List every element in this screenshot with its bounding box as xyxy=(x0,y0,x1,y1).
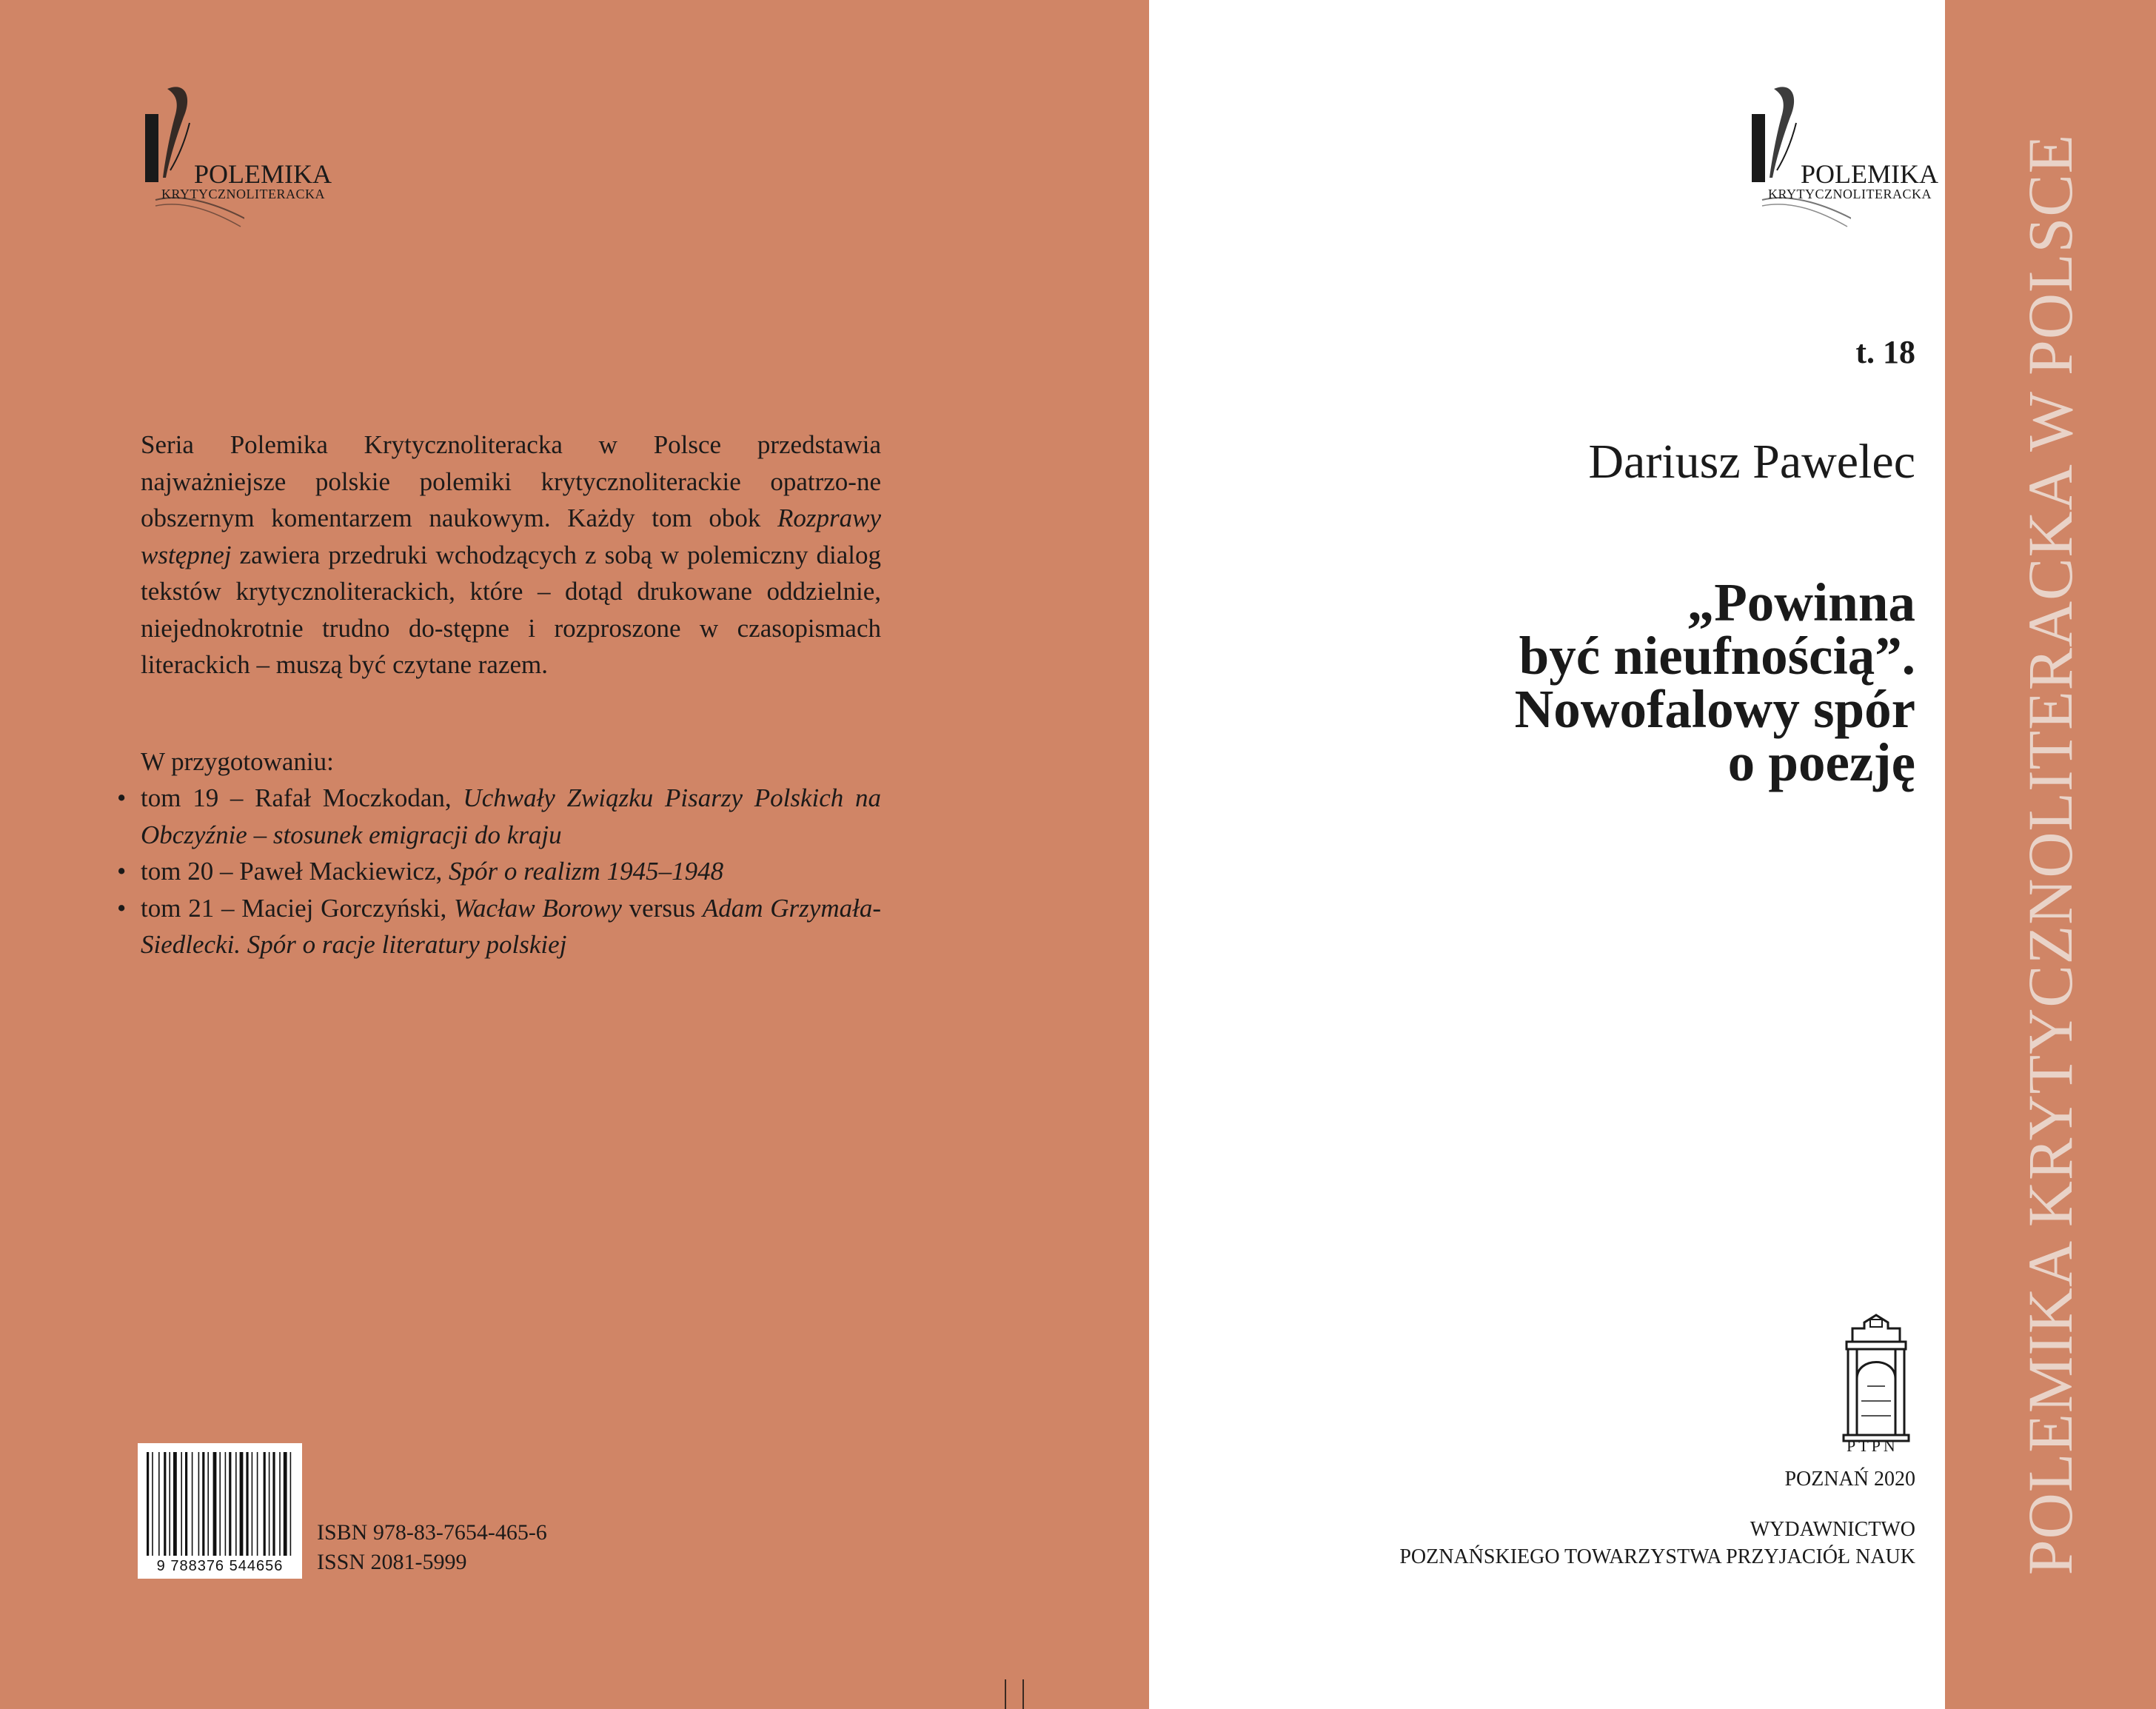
spine-title: POLEMIKA KRYTYCZNOLITERACKA W POLSCE xyxy=(2015,133,2086,1576)
bullet-icon: • xyxy=(117,857,127,886)
barcode-digits: 9 788376 544656 xyxy=(156,1558,284,1574)
author-name: Dariusz Pawelec xyxy=(1588,435,1915,489)
title-line: „Powinna xyxy=(1687,572,1915,632)
title-line: być nieufnością”. xyxy=(1519,626,1915,686)
list-item-title: Spór o realizm 1945–1948 xyxy=(449,857,724,886)
isbn: ISBN 978-83-7654-465-6 xyxy=(317,1520,547,1545)
series-description xyxy=(141,427,881,683)
barcode xyxy=(138,1443,302,1579)
blurb-italic: Rozprawy wstępnej xyxy=(141,504,881,569)
logo-name: POLEMIKA xyxy=(1801,159,1938,189)
logo-name: POLEMIKA xyxy=(194,159,332,189)
isbn-block xyxy=(317,1518,547,1577)
title-line: Nowofalowy spór xyxy=(1514,679,1915,739)
list-item-text: tom 21 – Maciej Gorczyński, xyxy=(141,893,455,923)
list-item-text: tom 19 – Rafał Moczkodan, xyxy=(141,783,463,812)
logo-subtitle: KRYTYCZNOLITERACKA xyxy=(1768,187,1932,201)
bullet-icon: • xyxy=(117,783,127,812)
list-item xyxy=(117,890,881,963)
issn: ISSN 2081-5999 xyxy=(317,1550,467,1574)
ptpn-building-icon xyxy=(1838,1312,1915,1451)
volume-number: t. 18 xyxy=(1855,334,1915,370)
list-item-title: Adam Grzymała-Siedlecki. Spór o racje literatury polskiej xyxy=(141,893,881,959)
city-year: POZNAŃ 2020 xyxy=(1784,1468,1915,1491)
crop-mark xyxy=(1005,1679,1006,1709)
list-item-text: tom 20 – Paweł Mackiewicz, xyxy=(141,857,449,886)
list-item-title: Wacław Borowy xyxy=(454,893,622,923)
publisher-line: POZNAŃSKIEGO TOWARZYSTWA PRZYJACIÓŁ NAUK xyxy=(1399,1545,1915,1568)
publisher-line: WYDAWNICTWO xyxy=(1750,1518,1915,1541)
front-cover xyxy=(1149,0,1945,1709)
publisher xyxy=(1399,1516,1915,1571)
list-item xyxy=(117,853,881,890)
list-item-title: Uchwały Związku Pisarzy Polskich na Obczyźnie – stosunek emigracji do kraju xyxy=(141,783,882,849)
in-preparation-heading: W przygotowaniu: xyxy=(141,747,334,776)
back-logo xyxy=(141,81,333,237)
in-preparation-list xyxy=(117,780,881,963)
book-title xyxy=(1397,572,1915,792)
title-line: o poezję xyxy=(1727,732,1915,792)
list-item xyxy=(117,780,881,853)
list-item-text: versus xyxy=(621,893,703,923)
front-logo xyxy=(1747,81,1940,237)
blurb-text: Seria Polemika Krytycznoliteracka w Polsce przedstawia najważniejsze polskie polemiki krytycznoliterackie opatrzo-ne obszernym komentarzem naukowym. Każdy tom obok xyxy=(141,430,881,532)
bullet-icon: • xyxy=(117,893,127,923)
logo-subtitle: KRYTYCZNOLITERACKA xyxy=(161,187,325,201)
crop-mark xyxy=(1022,1679,1024,1709)
ptpn-label: PTPN xyxy=(1847,1437,1898,1455)
blurb-text-cont: zawiera przedruki wchodzących z sobą w polemiczny dialog tekstów krytycznoliterackich, które – dotąd drukowane oddzielnie, niejednokrotnie trudno do-stępne i rozproszone w czasopismach literackich – muszą być czytane razem. xyxy=(141,540,881,679)
